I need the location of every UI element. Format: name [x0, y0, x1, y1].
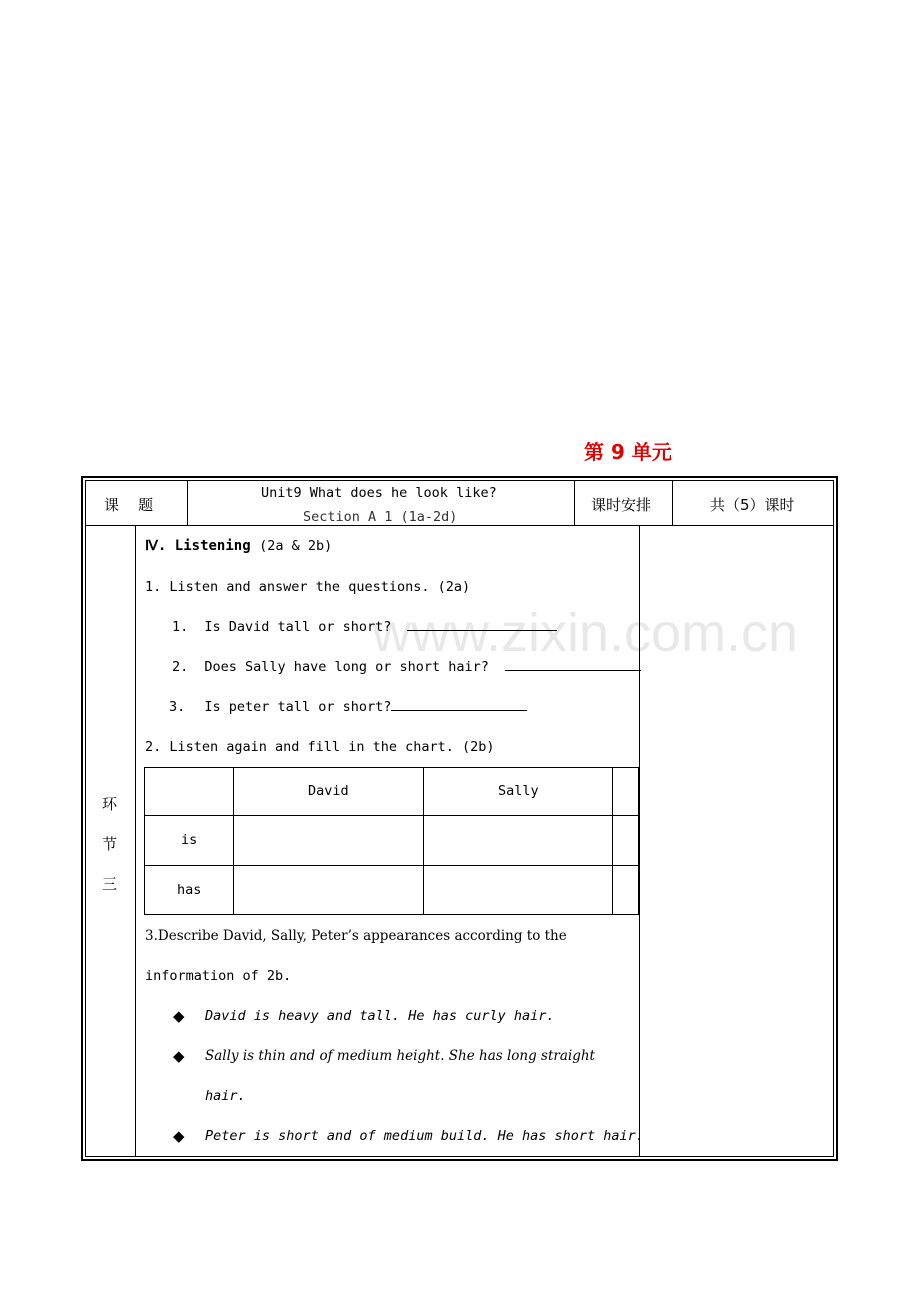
- answer-blank[interactable]: [391, 710, 527, 711]
- fill-in-chart: [144, 767, 639, 915]
- header-col-divider-3: [672, 480, 673, 525]
- side-label-char-1: 环: [102, 795, 118, 813]
- question-number: 1.: [172, 619, 189, 635]
- unit-title: 第 9 单元: [584, 440, 672, 464]
- bullet-diamond-icon: ◆: [173, 1127, 185, 1145]
- header-row-divider: [85, 525, 834, 526]
- side-label-char-3: 三: [102, 875, 118, 893]
- chart-row-divider: [144, 865, 639, 866]
- bullet-diamond-icon: ◆: [173, 1007, 185, 1025]
- bullet-text-sally-cont: hair.: [205, 1088, 246, 1104]
- header-col-divider-2: [574, 480, 575, 525]
- lesson-title: Unit9 What does he look like?: [261, 485, 497, 501]
- task-2-instruction: 2. Listen again and fill in the chart. (2b): [145, 739, 495, 755]
- bullet-text-sally: Sally is thin and of medium height. She has long straight: [205, 1048, 595, 1064]
- header-label-subject: 课 题: [104, 496, 154, 514]
- chart-row-label-is: is: [181, 832, 198, 848]
- chart-header-sally: Sally: [498, 783, 539, 799]
- section-heading-note: (2a & 2b): [259, 538, 333, 554]
- bullet-diamond-icon: ◆: [173, 1047, 185, 1065]
- question-text: Is David tall or short?: [204, 619, 392, 635]
- body-col-divider-left: [135, 525, 136, 1157]
- chart-col-divider: [612, 767, 613, 915]
- task-3-instruction-line-2: information of 2b.: [145, 968, 292, 984]
- section-heading-title: Ⅳ. Listening: [145, 538, 251, 554]
- lesson-section: Section A 1 (1a-2d): [303, 509, 458, 525]
- header-col-divider-1: [187, 480, 188, 525]
- question-text: Does Sally have long or short hair?: [204, 659, 489, 675]
- question-number: 3.: [169, 699, 186, 715]
- schedule-label: 课时安排: [591, 496, 652, 514]
- task-3-instruction-line-1: 3.Describe David, Sally, Peter’s appearances according to the: [145, 928, 567, 944]
- answer-blank[interactable]: [505, 670, 641, 671]
- question-number: 2.: [172, 659, 189, 675]
- schedule-value: 共（5）课时: [710, 496, 795, 514]
- chart-col-divider: [423, 767, 424, 915]
- chart-col-divider: [233, 767, 234, 915]
- chart-row-label-has: has: [177, 882, 202, 898]
- question-text: Is peter tall or short?: [204, 699, 392, 715]
- bullet-text-peter: Peter is short and of medium build. He has short hair.: [205, 1128, 644, 1144]
- section-heading: [145, 538, 332, 554]
- bullet-text-david: David is heavy and tall. He has curly hair.: [205, 1008, 555, 1024]
- watermark: www.zixin.com.cn: [372, 603, 799, 663]
- chart-row-divider: [144, 815, 639, 816]
- chart-header-david: David: [308, 783, 349, 799]
- question-3: [169, 699, 527, 715]
- task-1-instruction: 1. Listen and answer the questions. (2a): [145, 579, 471, 595]
- side-label-char-2: 节: [102, 835, 118, 853]
